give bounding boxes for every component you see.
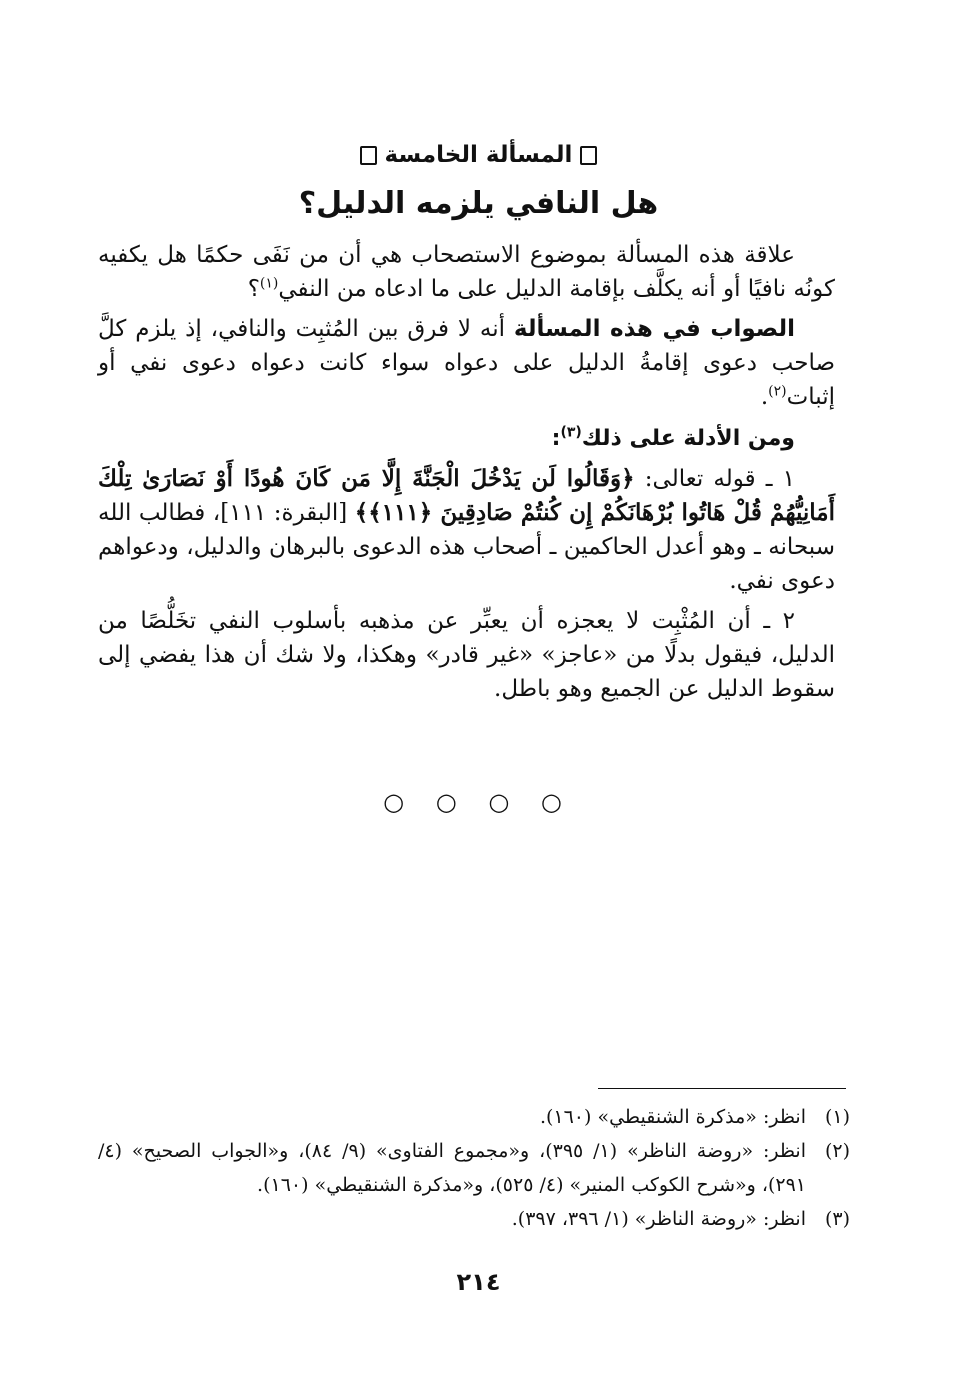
- footnote-number: (٣): [824, 1208, 850, 1230]
- point1-text: فطالب الله سبحانه ـ وهو أعدل الحاكمين ـ أصحاب هذه الدعوى بالبرهان والدليل، ودعواهم دعوى نفي.: [98, 500, 835, 594]
- intro-end: ؟: [247, 276, 260, 302]
- section-separator: ○ ○ ○ ○: [383, 788, 574, 816]
- footnote-item: [98, 1202, 850, 1236]
- footnote-number: (٢): [824, 1140, 850, 1162]
- section-heading: [0, 140, 957, 170]
- footnotes: [98, 1100, 850, 1236]
- footnote-divider: [598, 1088, 846, 1089]
- footnote-text: انظر: «روضة الناظر» (١/ ٣٩٦، ٣٩٧).: [511, 1208, 806, 1230]
- correct-view-text: أنه لا فرق بين المُثبِت والنافي، إذ يلزم كلَّ صاحب دعوى إقامةُ الدليل على دعواه سواء كانت دعواه دعوى نفي أو إثبات: [98, 316, 835, 410]
- verse-reference: [البقرة: ١١١]،: [205, 500, 355, 526]
- footnote-item: [98, 1100, 850, 1134]
- page-number: ٢١٤: [456, 1268, 501, 1296]
- evidence-point-2: ٢ ـ أن المُثْبِت لا يعجزه أن يعبِّر عن مذهبه بأسلوب النفي تخَلُّصًا من الدليل، فيقول بدلًا من «عاجز» «غير قادر» وهكذا، ولا شك أن هذا يفضي إلى سقوط الدليل عن الجميع وهو باطل.: [98, 608, 835, 702]
- main-text: [98, 238, 835, 712]
- footnote-ref-1[interactable]: (١): [259, 275, 279, 292]
- footnote-ref-3[interactable]: (٣): [560, 424, 582, 441]
- square-ornament-icon: [360, 146, 377, 165]
- intro-text: علاقة هذه المسألة بموضوع الاستصحاب هي أن من نَفَى حكمًا هل يكفيه كونُه نافيًا أو أنه يكلَّف بإقامة الدليل على ما ادعاه من النفي: [98, 242, 835, 302]
- section-heading-text: المسألة الخامسة: [384, 142, 573, 168]
- footnote-ref-2[interactable]: (٢): [768, 383, 787, 400]
- footnote-item: [98, 1134, 850, 1202]
- page-title: هل النافي يلزمه الدليل؟: [298, 186, 659, 221]
- correct-view-paragraph: [98, 312, 835, 414]
- evidence-heading-end: :: [551, 426, 561, 451]
- evidence-heading-text: ومن الأدلة على ذلك: [581, 426, 795, 451]
- evidence-heading: [98, 422, 835, 456]
- footnote-text: انظر: «مذكرة الشنقيطي» (١٦٠).: [539, 1106, 806, 1128]
- correct-view-end: .: [760, 384, 769, 410]
- square-ornament-icon: [580, 146, 597, 165]
- quran-verse: ﴿وَقَالُوا لَن يَدْخُلَ الْجَنَّةَ إِلَّا مَن كَانَ هُودًا أَوْ نَصَارَىٰ تِلْكَ أَمَانِيُّهُمْ قُلْ هَاتُوا بُرْهَانَكُمْ إِن كُنتُمْ صَادِقِينَ ﴿١١١﴾﴾: [98, 465, 836, 526]
- evidence-point-1: [98, 462, 835, 598]
- correct-view-lead: الصواب في هذه المسألة: [513, 316, 795, 342]
- footnote-number: (١): [824, 1106, 850, 1128]
- point1-prefix: ١ ـ قوله تعالى:: [634, 466, 795, 492]
- intro-paragraph: [98, 238, 835, 306]
- footnote-text: انظر: «روضة الناظر» (١/ ٣٩٥)، و«مجموع الفتاوى» (٩/ ٨٤)، و«الجواب الصحيح» (٤/ ٢٩١)، و«شرح الكوكب المنير» (٤/ ٥٢٥)، و«مذكرة الشنقيطي» (١٦٠).: [98, 1140, 806, 1196]
